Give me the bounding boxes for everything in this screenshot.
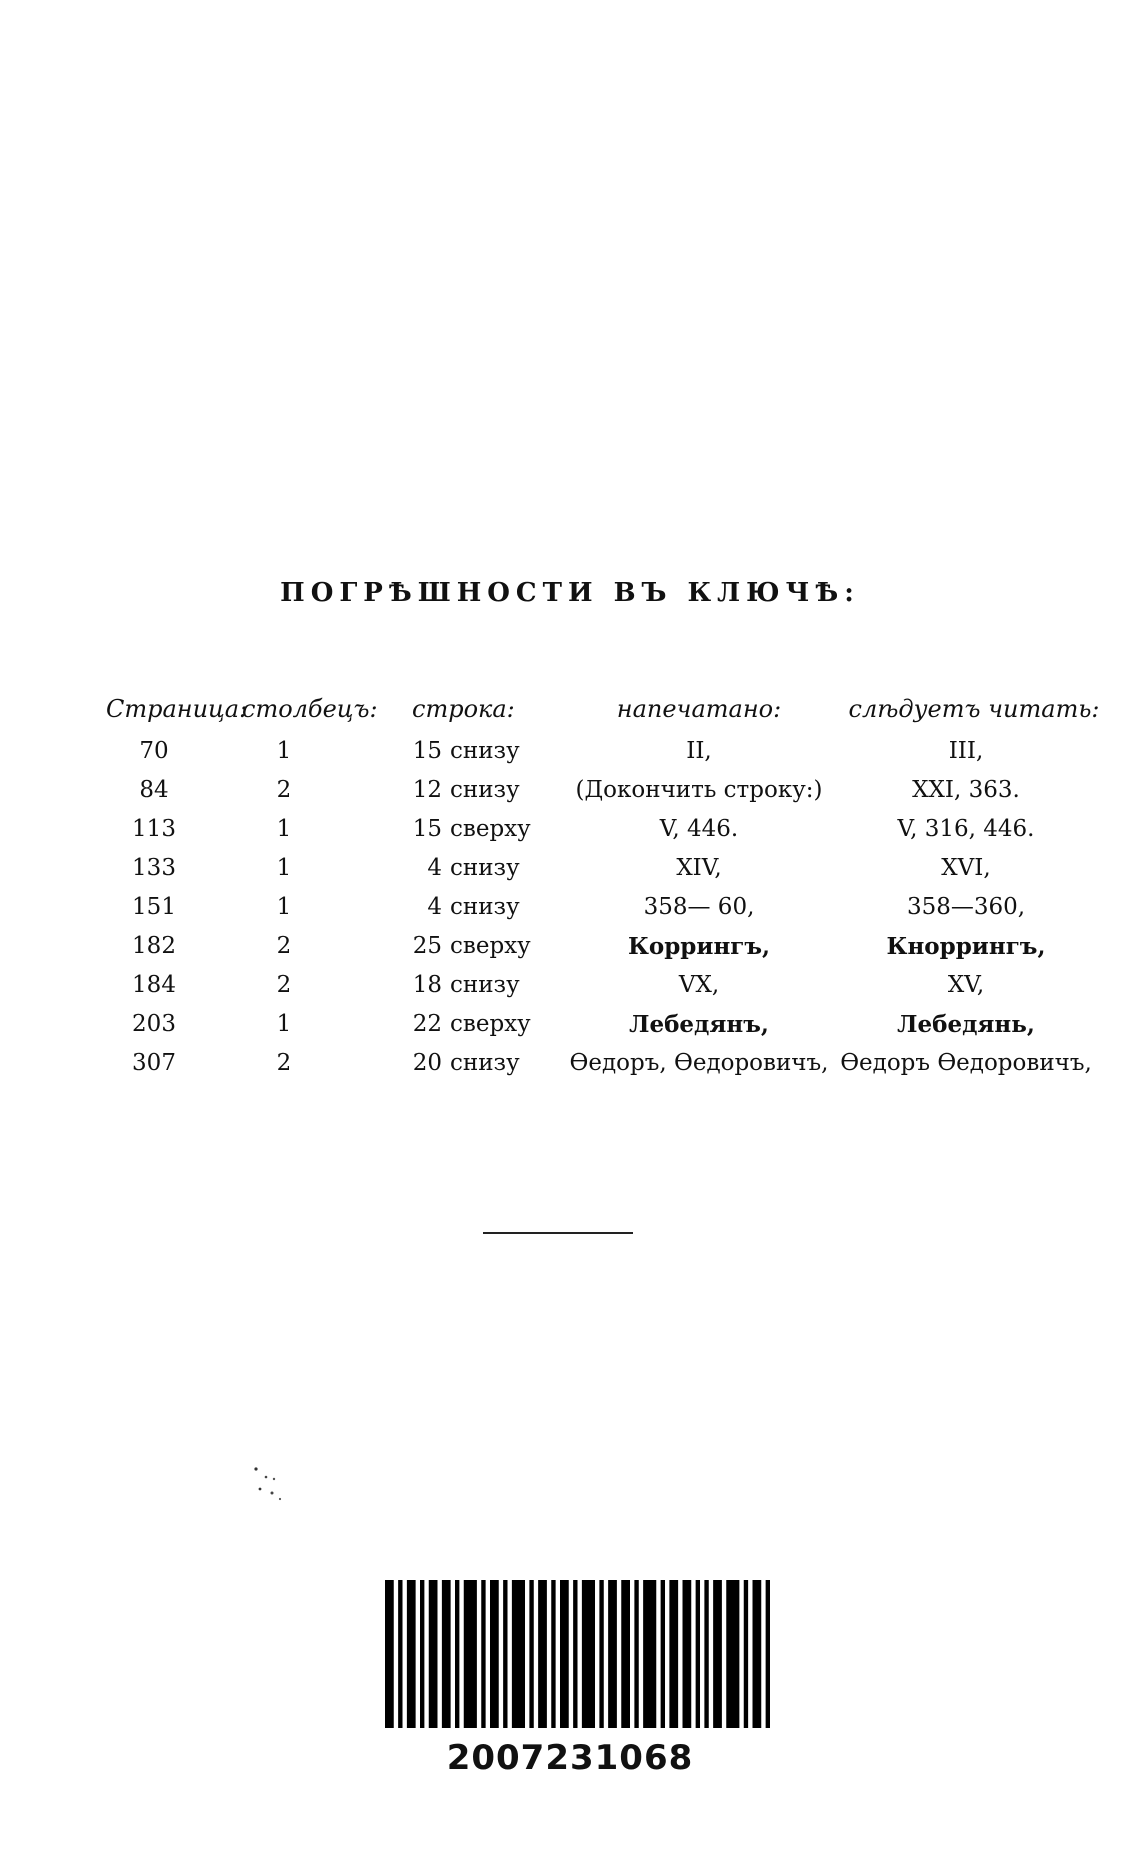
cell-read: V, 316, 446.	[897, 816, 1035, 842]
cell-printed: II,	[686, 738, 712, 764]
cell-line-number: 20	[412, 1050, 442, 1076]
cell-page: 203	[132, 1011, 176, 1037]
barcode-bar	[621, 1580, 630, 1728]
cell-column: 2	[276, 933, 292, 959]
cell-line	[404, 1044, 564, 1083]
page-title: ПОГРѢШНОСТИ ВЪ КЛЮЧѢ:	[280, 578, 860, 608]
barcode-bar	[582, 1580, 595, 1728]
cell-line-direction: сверху	[450, 1011, 531, 1037]
barcode-bar	[669, 1580, 678, 1728]
cell-page: 133	[132, 855, 176, 881]
cell-line-number: 4	[427, 894, 442, 920]
barcode-bar	[713, 1580, 722, 1728]
table-row	[96, 771, 1096, 810]
table-row	[96, 849, 1096, 888]
barcode-bar	[429, 1580, 438, 1728]
cell-column: 2	[276, 1050, 292, 1076]
barcode-bar	[560, 1580, 569, 1728]
table-row	[96, 966, 1096, 1005]
cell-line-direction: сверху	[450, 933, 531, 959]
barcode-bar	[481, 1580, 485, 1728]
header-page: Страница:	[106, 695, 248, 723]
cell-page: 84	[139, 777, 169, 803]
cell-line-direction: снизу	[450, 738, 520, 764]
barcode-bar	[455, 1580, 459, 1728]
cell-line-direction: снизу	[450, 894, 520, 920]
cell-line	[404, 849, 564, 888]
barcode-bar	[503, 1580, 507, 1728]
barcode-bar	[398, 1580, 402, 1728]
barcode-bar	[490, 1580, 499, 1728]
cell-line-number: 4	[427, 855, 442, 881]
barcode-bar	[442, 1580, 451, 1728]
barcode-bar	[704, 1580, 708, 1728]
table-body	[96, 732, 1096, 1083]
barcode-bar	[634, 1580, 638, 1728]
table-row	[96, 1005, 1096, 1044]
cell-page: 307	[132, 1050, 176, 1076]
cell-column: 1	[276, 894, 292, 920]
barcode-bar	[551, 1580, 555, 1728]
table-row	[96, 810, 1096, 849]
barcode-bar	[726, 1580, 739, 1728]
barcode-bar	[512, 1580, 525, 1728]
cell-printed: 358— 60,	[643, 894, 755, 920]
cell-read: XVI,	[941, 855, 991, 881]
cell-line-number: 22	[412, 1011, 442, 1037]
table-row	[96, 732, 1096, 771]
barcode-bar	[608, 1580, 617, 1728]
cell-printed: Коррингъ,	[627, 933, 771, 960]
errata-table	[96, 686, 1100, 1083]
header-read: слѣдуетъ читать:	[848, 695, 1100, 723]
cell-line	[404, 810, 564, 849]
cell-page: 151	[132, 894, 176, 920]
cell-line-number: 15	[412, 738, 442, 764]
cell-line-direction: снизу	[450, 855, 520, 881]
cell-column: 1	[276, 738, 292, 764]
barcode-number: 2007231068	[446, 1738, 694, 1778]
cell-line	[404, 888, 564, 927]
barcode-bar	[385, 1580, 394, 1728]
barcode-bar	[696, 1580, 700, 1728]
barcode-bar	[643, 1580, 656, 1728]
barcode-bar	[573, 1580, 577, 1728]
cell-line	[404, 1005, 564, 1044]
barcode-bar	[766, 1580, 770, 1728]
table-header	[96, 686, 1100, 732]
cell-printed: VX,	[678, 972, 720, 998]
barcode-bar	[683, 1580, 692, 1728]
cell-column: 1	[276, 816, 292, 842]
cell-printed: Лебедянъ,	[629, 1011, 769, 1038]
table-row	[96, 1044, 1096, 1083]
cell-page: 184	[132, 972, 176, 998]
barcode-bar	[407, 1580, 416, 1728]
cell-column: 2	[276, 972, 292, 998]
cell-printed: (Докончить строку:)	[575, 777, 823, 803]
header-column: столбецъ:	[242, 695, 378, 723]
cell-read: III,	[948, 738, 984, 764]
barcode-bar	[744, 1580, 748, 1728]
barcode-bar	[464, 1580, 477, 1728]
cell-line-direction: снизу	[450, 972, 520, 998]
cell-line-number: 18	[412, 972, 442, 998]
ink-specks	[250, 1465, 310, 1505]
cell-line-direction: снизу	[450, 1050, 520, 1076]
cell-column: 1	[276, 1011, 292, 1037]
cell-column: 1	[276, 855, 292, 881]
barcode	[385, 1580, 770, 1728]
barcode-bar	[661, 1580, 665, 1728]
header-line: строка:	[412, 695, 515, 723]
cell-line-direction: снизу	[450, 777, 520, 803]
cell-page: 70	[139, 738, 169, 764]
cell-read: Ѳедоръ Ѳедоровичъ,	[840, 1050, 1092, 1076]
cell-line-number: 25	[412, 933, 442, 959]
cell-read: XXI, 363.	[912, 777, 1020, 803]
cell-line	[404, 771, 564, 810]
barcode-bar	[420, 1580, 424, 1728]
divider-rule	[483, 1232, 633, 1234]
cell-read: Кноррингъ,	[886, 933, 1046, 960]
cell-line-number: 12	[412, 777, 442, 803]
cell-read: 358—360,	[906, 894, 1026, 920]
header-printed: напечатано:	[616, 695, 782, 723]
cell-line	[404, 966, 564, 1005]
cell-column: 2	[276, 777, 292, 803]
cell-printed: XIV,	[676, 855, 722, 881]
cell-line-number: 15	[412, 816, 442, 842]
barcode-bar	[753, 1580, 762, 1728]
barcode-bar	[538, 1580, 547, 1728]
table-row	[96, 888, 1096, 927]
cell-page: 182	[132, 933, 176, 959]
cell-line	[404, 732, 564, 771]
cell-page: 113	[132, 816, 176, 842]
cell-printed: Ѳедоръ, Ѳедоровичъ,	[569, 1050, 829, 1076]
cell-read: XV,	[947, 972, 985, 998]
cell-line	[404, 927, 564, 966]
table-row	[96, 927, 1096, 966]
cell-line-direction: сверху	[450, 816, 531, 842]
cell-printed: V, 446.	[659, 816, 739, 842]
barcode-bar	[529, 1580, 533, 1728]
barcode-bar	[599, 1580, 603, 1728]
cell-read: Лебедянь,	[897, 1011, 1035, 1038]
